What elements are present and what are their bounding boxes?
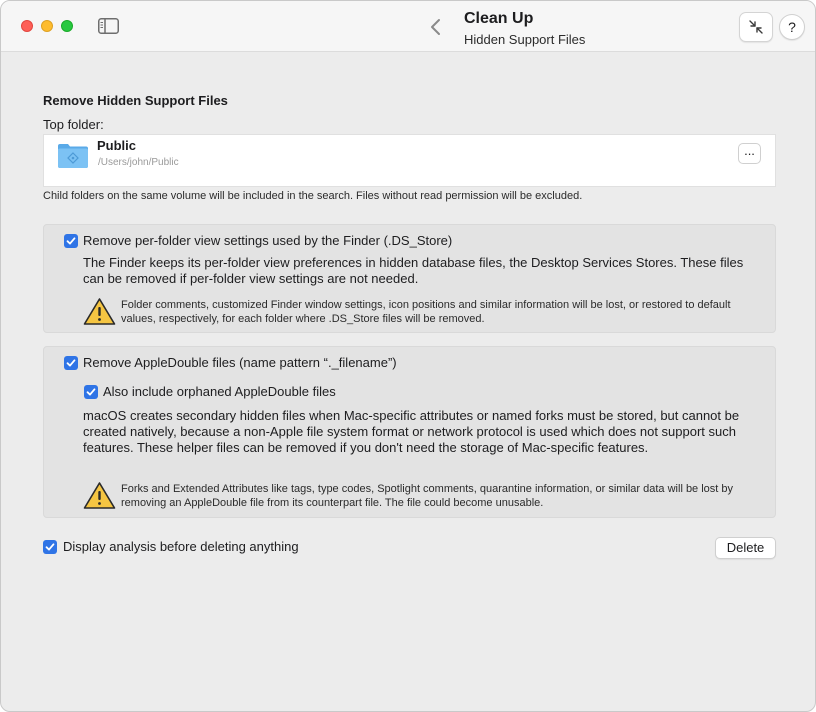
warning-icon	[83, 481, 116, 510]
ds-store-label: Remove per-folder view settings used by the Finder (.DS_Store)	[83, 233, 453, 248]
delete-button[interactable]: Delete	[715, 537, 776, 559]
section-title: Remove Hidden Support Files	[43, 93, 228, 108]
top-folder-field[interactable]	[43, 134, 776, 187]
close-window-button[interactable]	[21, 20, 33, 32]
zoom-window-button[interactable]	[61, 20, 73, 32]
ds-store-panel	[43, 224, 776, 333]
display-analysis-checkbox[interactable]	[43, 540, 57, 554]
window-subtitle: Hidden Support Files	[464, 32, 586, 47]
apple-double-description: macOS creates secondary hidden files when Mac-specific attributes or named forks must be stored, but cannot be created natively, because a non-Apple file system format or network protocol is used which does not support such features. These helper files can be removed if you don't need the storage of Mac-specific features.	[83, 408, 740, 455]
title-bar	[1, 1, 815, 52]
collapse-arrows-icon	[748, 19, 764, 35]
checkmark-icon	[66, 236, 76, 246]
folder-path: /Users/john/Public	[98, 157, 179, 168]
checkmark-icon	[86, 387, 96, 397]
collapse-button[interactable]	[739, 12, 773, 42]
checkmark-icon	[45, 542, 55, 552]
title-block	[464, 9, 585, 49]
warning-icon	[83, 297, 116, 326]
browse-folder-button[interactable]: ...	[738, 143, 761, 164]
ds-store-checkbox[interactable]	[64, 234, 78, 248]
help-button[interactable]: ?	[779, 14, 805, 40]
folder-note: Child folders on the same volume will be included in the search. Files without read permission will be excluded.	[43, 190, 583, 202]
minimize-window-button[interactable]	[41, 20, 53, 32]
apple-double-panel	[43, 346, 776, 518]
folder-icon	[57, 142, 89, 169]
top-folder-label: Top folder:	[43, 117, 104, 132]
window-title: Clean Up	[464, 10, 534, 27]
back-chevron-icon[interactable]	[429, 17, 443, 37]
checkmark-icon	[66, 358, 76, 368]
apple-double-checkbox[interactable]	[64, 356, 78, 370]
orphaned-apple-double-checkbox[interactable]	[84, 385, 98, 399]
display-analysis-label: Display analysis before deleting anything	[63, 539, 299, 554]
folder-name: Public	[97, 138, 137, 153]
apple-double-label: Remove AppleDouble files (name pattern “._filename”)	[83, 355, 397, 370]
ds-store-warning: Folder comments, customized Finder window settings, icon positions and similar information will be lost, or restored to default values, respectively, for each folder where .DS_Store files will be removed.	[121, 299, 731, 325]
orphaned-apple-double-label: Also include orphaned AppleDouble files	[103, 384, 336, 399]
ds-store-description: The Finder keeps its per-folder view preferences in hidden database files, the Desktop Services Stores. These files can be removed if per-folder view settings are not needed.	[83, 255, 744, 286]
sidebar-toggle-icon[interactable]	[98, 18, 119, 34]
apple-double-warning: Forks and Extended Attributes like tags, type codes, Spotlight comments, quarantine information, or similar data will be lost by removing an AppleDouble file from its counterpart file. The file could become unusable.	[121, 483, 734, 509]
